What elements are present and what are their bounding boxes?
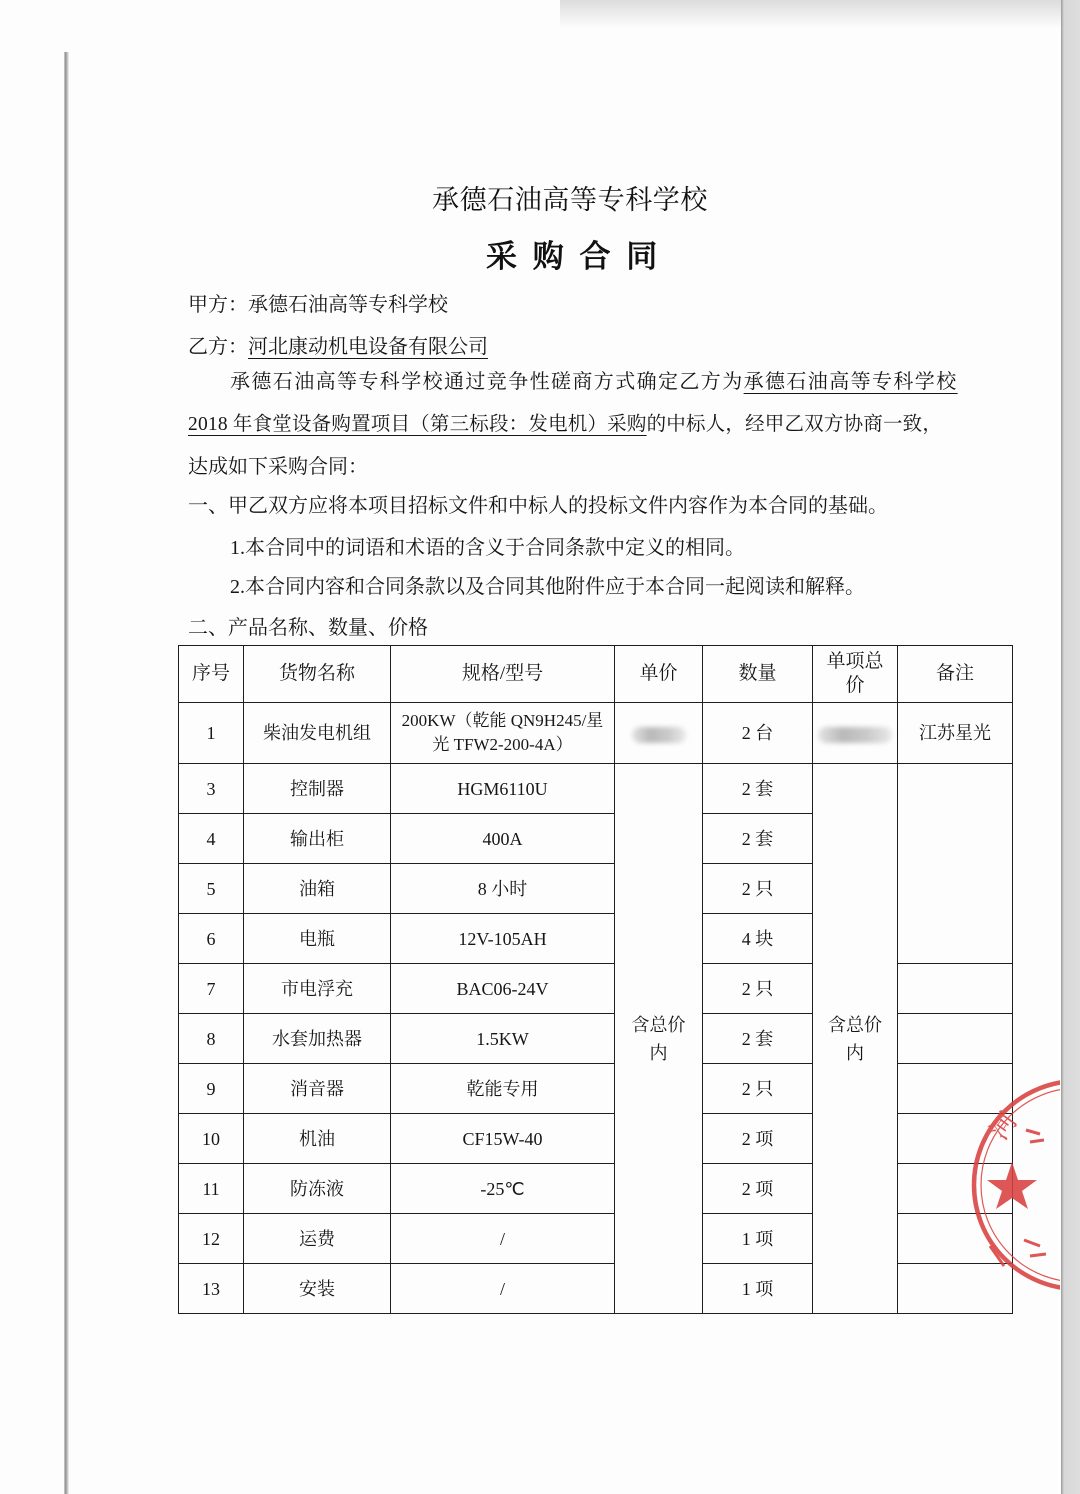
cell-no: 9 — [179, 1064, 244, 1114]
cell-no: 3 — [179, 764, 244, 814]
col-header-remark: 备注 — [898, 646, 1013, 703]
cell-spec: 乾能专用 — [391, 1064, 615, 1114]
cell-qty: 2 套 — [703, 814, 813, 864]
cell-qty: 2 项 — [703, 1164, 813, 1214]
redacted-total-price — [818, 727, 892, 743]
document-title: 承德石油高等专科学校 — [432, 185, 708, 215]
col-header-total-price-label: 单项总价 — [826, 651, 884, 696]
cell-name: 输出柜 — [244, 814, 391, 864]
cell-no: 6 — [179, 914, 244, 964]
intro-line-2-underlined: 2018 年食堂设备购置项目（第三标段：发电机）采购 — [188, 414, 647, 435]
section-1-item-2: 2.本合同内容和合同条款以及合同其他附件应于本合同一起阅读和解释。 — [230, 576, 865, 598]
merged-unit-price-text: 含总价内 — [631, 1014, 686, 1063]
cell-spec: 200KW（乾能 QN9H245/星光 TFW2-200-4A） — [391, 703, 615, 764]
cell-name: 控制器 — [244, 764, 391, 814]
cell-name: 水套加热器 — [244, 1014, 391, 1064]
intro-line-1 — [230, 368, 958, 396]
cell-qty: 2 套 — [703, 764, 813, 814]
cell-spec: BAC06-24V — [391, 964, 615, 1014]
cell-spec: / — [391, 1214, 615, 1264]
col-header-unit-price: 单价 — [615, 646, 703, 703]
table-header-row — [179, 646, 1013, 703]
cell-spec: 400A — [391, 814, 615, 864]
cell-spec: 12V-105AH — [391, 914, 615, 964]
scan-background-right — [1061, 0, 1080, 1494]
cell-no: 4 — [179, 814, 244, 864]
cell-no: 5 — [179, 864, 244, 914]
cell-unit-price — [615, 703, 703, 764]
cell-qty: 4 块 — [703, 914, 813, 964]
cell-no: 11 — [179, 1164, 244, 1214]
cell-no: 13 — [179, 1264, 244, 1314]
cell-name: 电瓶 — [244, 914, 391, 964]
col-header-qty: 数量 — [703, 646, 813, 703]
col-header-name: 货物名称 — [244, 646, 391, 703]
cell-no: 8 — [179, 1014, 244, 1064]
col-header-total-price — [813, 646, 898, 703]
cell-no: 7 — [179, 964, 244, 1014]
col-header-no: 序号 — [179, 646, 244, 703]
cell-spec: CF15W-40 — [391, 1114, 615, 1164]
table-row — [179, 703, 1013, 764]
cell-no: 1 — [179, 703, 244, 764]
cell-qty: 2 只 — [703, 864, 813, 914]
cell-spec: 8 小时 — [391, 864, 615, 914]
cell-name: 柴油发电机组 — [244, 703, 391, 764]
party-a-line — [188, 291, 448, 319]
section-1-item-1: 1.本合同中的词语和术语的含义于合同条款中定义的相同。 — [230, 537, 745, 559]
redacted-unit-price — [632, 727, 686, 743]
merged-total-price-text: 含总价内 — [828, 1014, 882, 1063]
cell-spec: -25℃ — [391, 1164, 615, 1214]
cell-name: 机油 — [244, 1114, 391, 1164]
cell-qty: 2 只 — [703, 964, 813, 1014]
cell-remark: 江苏星光 — [898, 703, 1013, 764]
seal-star-icon — [987, 1162, 1037, 1209]
section-1-heading: 一、甲乙双方应将本项目招标文件和中标人的投标文件内容作为本合同的基础。 — [188, 495, 888, 517]
cell-name: 消音器 — [244, 1064, 391, 1114]
cell-remark — [898, 1014, 1013, 1064]
seal-text: 河 — [984, 1107, 1024, 1146]
intro-line-2-text: 的中标人，经甲乙双方协商一致， — [646, 414, 943, 435]
cell-name: 油箱 — [244, 864, 391, 914]
cell-qty: 2 只 — [703, 1064, 813, 1114]
merged-unit-price-cell — [615, 764, 703, 1314]
intro-line-3: 达成如下采购合同： — [188, 456, 368, 478]
party-b-label: 乙方： — [188, 336, 248, 358]
cell-name: 防冻液 — [244, 1164, 391, 1214]
cell-spec: / — [391, 1264, 615, 1314]
cell-remark — [898, 964, 1013, 1014]
product-table — [178, 645, 1013, 1314]
merged-total-price-cell — [813, 764, 898, 1314]
party-b-line — [188, 333, 488, 361]
cell-qty: 1 项 — [703, 1214, 813, 1264]
intro-line-2 — [188, 411, 942, 439]
cell-name: 市电浮充 — [244, 964, 391, 1014]
paper-binding-fold — [64, 52, 69, 1494]
intro-line-1-text: 承德石油高等专科学校通过竞争性磋商方式确定乙方为 — [230, 371, 744, 393]
party-a-name: 承德石油高等专科学校 — [248, 294, 448, 316]
cell-remark-merged — [898, 764, 1013, 964]
cell-total-price — [813, 703, 898, 764]
cell-name: 安装 — [244, 1264, 391, 1314]
table-row — [179, 764, 1013, 814]
cell-qty: 1 项 — [703, 1264, 813, 1314]
cell-no: 12 — [179, 1214, 244, 1264]
section-2-heading: 二、产品名称、数量、价格 — [188, 617, 428, 639]
cell-name: 运费 — [244, 1214, 391, 1264]
party-a-label: 甲方： — [188, 294, 248, 316]
cell-spec: 1.5KW — [391, 1014, 615, 1064]
cell-spec: HGM6110U — [391, 764, 615, 814]
scan-background-top — [560, 0, 1080, 28]
company-seal — [960, 1070, 1060, 1300]
cell-qty: 2 项 — [703, 1114, 813, 1164]
party-b-name: 河北康动机电设备有限公司 — [248, 336, 488, 358]
col-header-spec: 规格/型号 — [391, 646, 615, 703]
cell-qty: 2 套 — [703, 1014, 813, 1064]
cell-qty: 2 台 — [703, 703, 813, 764]
intro-line-1-underlined: 承德石油高等专科学校 — [743, 371, 958, 393]
document-subtitle: 采 购 合 同 — [486, 239, 662, 274]
cell-no: 10 — [179, 1114, 244, 1164]
